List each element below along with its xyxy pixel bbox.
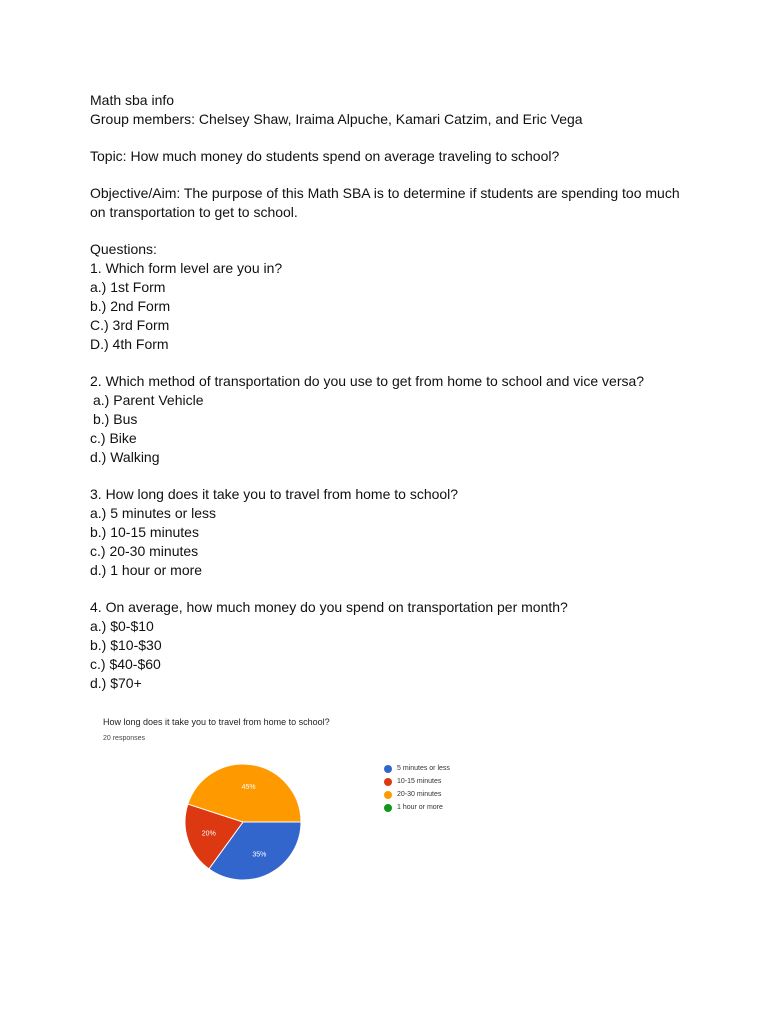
pie-label-20-30-minutes: 45% [241,783,256,791]
legend-item-10-15-minutes [384,775,450,788]
legend-item-1-hour-or-more [384,801,450,814]
question-2-option-a: a.) Parent Vehicle [93,392,204,408]
chart-title: How long does it take you to travel from home to school? [103,717,330,727]
group-members: Group members: Chelsey Shaw, Iraima Alpuche, Kamari Catzim, and Eric Vega [90,111,583,127]
question-3-option-a: a.) 5 minutes or less [90,505,217,521]
question-2-option-c: c.) Bike [90,430,137,446]
legend-label: 1 hour or more [397,804,443,811]
question-4-option-b: b.) $10-$30 [90,637,162,653]
question-3-option-b: b.) 10-15 minutes [90,524,199,540]
question-4-option-a: a.) $0-$10 [90,618,154,634]
legend-swatch [384,778,392,786]
question-3: 3. How long does it take you to travel from home to school? [90,486,459,502]
question-4: 4. On average, how much money do you spend on transportation per month? [90,599,568,615]
question-1-option-c: C.) 3rd Form [90,317,170,333]
question-1-option-a: a.) 1st Form [90,279,166,295]
objective-line-1: Objective/Aim: The purpose of this Math SBA is to determine if students are spending too much [90,185,680,201]
topic: Topic: How much money do students spend on average traveling to school? [90,148,560,164]
question-3-option-d: d.) 1 hour or more [90,562,203,578]
question-2-option-b: b.) Bus [93,411,138,427]
questions-heading: Questions: [90,241,157,257]
pie-label-10-15-minutes: 20% [201,830,216,838]
legend-label: 10-15 minutes [397,778,442,785]
pie-chart-figure [96,712,656,912]
question-2-option-d: d.) Walking [90,449,160,465]
legend-swatch [384,765,392,773]
legend-label: 5 minutes or less [397,765,450,772]
legend-swatch [384,791,392,799]
question-2: 2. Which method of transportation do you use to get from home to school and vice versa? [90,373,645,389]
legend-label: 20-30 minutes [397,791,442,798]
chart-subtitle: 20 responses [103,735,146,742]
pie-label-5-minutes-or-less: 35% [252,851,267,859]
pie-chart [181,760,305,884]
document-title: Math sba info [90,92,175,108]
legend-item-5-minutes-or-less [384,762,450,775]
document-body [90,91,690,693]
chart-legend [384,762,450,814]
legend-swatch [384,804,392,812]
question-3-option-c: c.) 20-30 minutes [90,543,199,559]
question-4-option-c: c.) $40-$60 [90,656,161,672]
question-1: 1. Which form level are you in? [90,260,283,276]
question-1-option-d: D.) 4th Form [90,336,169,352]
objective-line-2: on transportation to get to school. [90,204,298,220]
question-4-option-d: d.) $70+ [90,675,142,691]
question-1-option-b: b.) 2nd Form [90,298,171,314]
legend-item-20-30-minutes [384,788,450,801]
